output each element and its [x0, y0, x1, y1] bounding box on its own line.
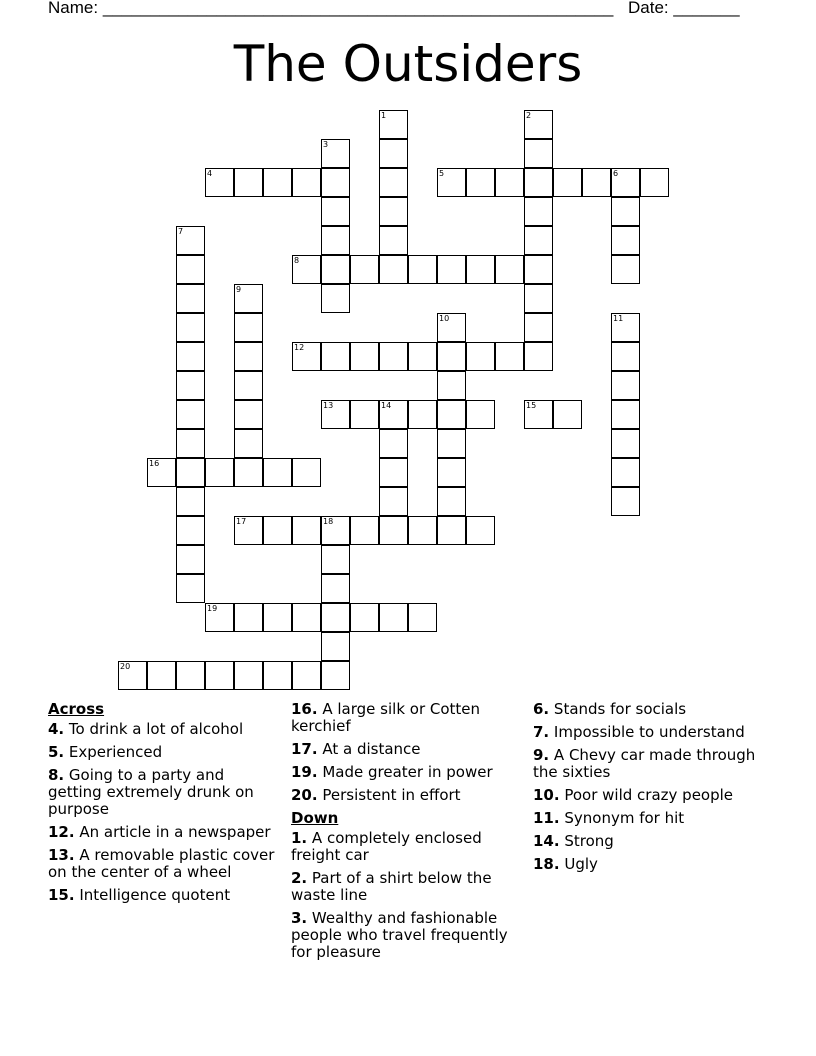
name-field	[48, 0, 613, 18]
clue-number: 17.	[291, 740, 318, 758]
clue-text: To drink a lot of alcohol	[68, 720, 244, 738]
grid-cell[interactable]	[292, 168, 321, 197]
clue-text: Experienced	[68, 743, 163, 761]
clue-column-1	[48, 701, 280, 910]
grid-cell[interactable]	[234, 458, 263, 487]
grid-cell[interactable]	[437, 458, 466, 487]
grid-cell[interactable]	[292, 458, 321, 487]
grid-cell[interactable]	[611, 458, 640, 487]
clue-number: 9.	[533, 746, 550, 764]
clue-3	[291, 910, 527, 961]
cell-number: 20	[120, 662, 131, 671]
grid-cell[interactable]	[524, 342, 553, 371]
grid-cell[interactable]	[437, 371, 466, 400]
clue-column-2	[291, 701, 527, 967]
grid-cell[interactable]	[379, 458, 408, 487]
clue-number: 13.	[48, 846, 75, 864]
date-blank-line: _______	[673, 0, 740, 17]
grid-cell[interactable]	[321, 516, 350, 545]
grid-cell[interactable]	[350, 342, 379, 371]
grid-cell[interactable]	[205, 603, 234, 632]
grid-cell[interactable]	[437, 168, 466, 197]
clue-text: Stands for socials	[553, 700, 687, 718]
grid-cell[interactable]	[176, 371, 205, 400]
grid-cell[interactable]	[176, 545, 205, 574]
grid-cell[interactable]	[524, 284, 553, 313]
grid-cell[interactable]	[408, 603, 437, 632]
grid-cell[interactable]	[437, 313, 466, 342]
clue-9	[533, 747, 773, 781]
grid-cell[interactable]	[292, 342, 321, 371]
grid-cell[interactable]	[524, 255, 553, 284]
grid-cell[interactable]	[466, 168, 495, 197]
grid-cell[interactable]	[321, 574, 350, 603]
grid-cell[interactable]	[408, 342, 437, 371]
grid-cell[interactable]	[379, 400, 408, 429]
clue-number: 15.	[48, 886, 75, 904]
clue-14	[533, 833, 773, 850]
grid-cell[interactable]	[437, 487, 466, 516]
grid-cell[interactable]	[611, 400, 640, 429]
grid-cell[interactable]	[437, 342, 466, 371]
grid-cell[interactable]	[524, 139, 553, 168]
date-field	[628, 0, 740, 18]
cell-number: 19	[207, 604, 218, 613]
clue-number: 14.	[533, 832, 560, 850]
grid-cell[interactable]	[321, 168, 350, 197]
grid-cell[interactable]	[321, 284, 350, 313]
clue-text: Poor wild crazy people	[564, 786, 734, 804]
grid-cell[interactable]	[350, 255, 379, 284]
grid-cell[interactable]	[263, 458, 292, 487]
grid-cell[interactable]	[524, 313, 553, 342]
clue-number: 3.	[291, 909, 308, 927]
grid-cell[interactable]	[437, 516, 466, 545]
clue-text: Impossible to understand	[553, 723, 745, 741]
grid-cell[interactable]	[379, 168, 408, 197]
grid-cell[interactable]	[640, 168, 669, 197]
grid-cell[interactable]	[524, 110, 553, 139]
grid-cell[interactable]	[234, 400, 263, 429]
grid-cell[interactable]	[379, 487, 408, 516]
grid-cell[interactable]	[263, 661, 292, 690]
clue-number: 19.	[291, 763, 318, 781]
cell-number: 3	[323, 140, 329, 149]
grid-cell[interactable]	[234, 661, 263, 690]
grid-cell[interactable]	[611, 342, 640, 371]
grid-cell[interactable]	[176, 429, 205, 458]
grid-cell[interactable]	[205, 458, 234, 487]
grid-cell[interactable]	[176, 661, 205, 690]
grid-cell[interactable]	[263, 168, 292, 197]
clue-text: Persistent in effort	[322, 786, 461, 804]
grid-cell[interactable]	[408, 255, 437, 284]
clue-number: 5.	[48, 743, 65, 761]
clue-column-3	[533, 701, 773, 879]
clue-text: Strong	[564, 832, 614, 850]
grid-cell[interactable]	[176, 574, 205, 603]
grid-cell[interactable]	[205, 661, 234, 690]
clue-number: 7.	[533, 723, 550, 741]
grid-cell[interactable]	[495, 342, 524, 371]
clue-20	[291, 787, 527, 804]
clue-18	[533, 856, 773, 873]
grid-cell[interactable]	[379, 342, 408, 371]
cell-number: 14	[381, 401, 392, 410]
cell-number: 15	[526, 401, 537, 410]
cell-number: 18	[323, 517, 334, 526]
grid-cell[interactable]	[176, 516, 205, 545]
grid-cell[interactable]	[176, 458, 205, 487]
grid-cell[interactable]	[263, 516, 292, 545]
grid-cell[interactable]	[205, 168, 234, 197]
clue-2	[291, 870, 527, 904]
grid-cell[interactable]	[379, 110, 408, 139]
grid-cell[interactable]	[379, 255, 408, 284]
grid-cell[interactable]	[321, 603, 350, 632]
clue-text: Made greater in power	[322, 763, 493, 781]
cell-number: 2	[526, 111, 532, 120]
grid-cell[interactable]	[234, 168, 263, 197]
grid-cell[interactable]	[379, 139, 408, 168]
clue-12	[48, 824, 280, 841]
clue-number: 2.	[291, 869, 308, 887]
clue-text: At a distance	[322, 740, 421, 758]
grid-cell[interactable]	[350, 400, 379, 429]
clue-13	[48, 847, 280, 881]
clue-17	[291, 741, 527, 758]
grid-cell[interactable]	[379, 603, 408, 632]
clue-number: 1.	[291, 829, 308, 847]
grid-cell[interactable]	[582, 168, 611, 197]
cell-number: 8	[294, 256, 300, 265]
grid-cell[interactable]	[495, 168, 524, 197]
clue-10	[533, 787, 773, 804]
grid-cell[interactable]	[611, 487, 640, 516]
page-title: The Outsiders	[233, 35, 583, 93]
grid-cell[interactable]	[321, 255, 350, 284]
clue-text: An article in a newspaper	[79, 823, 271, 841]
cell-number: 10	[439, 314, 450, 323]
clue-8	[48, 767, 280, 818]
grid-cell[interactable]	[379, 197, 408, 226]
grid-cell[interactable]	[234, 313, 263, 342]
grid-cell[interactable]	[553, 400, 582, 429]
grid-cell[interactable]	[176, 284, 205, 313]
grid-cell[interactable]	[524, 400, 553, 429]
grid-cell[interactable]	[321, 342, 350, 371]
cell-number: 17	[236, 517, 247, 526]
cell-number: 16	[149, 459, 160, 468]
cell-number: 13	[323, 401, 334, 410]
clue-text: A completely enclosed freight car	[291, 829, 482, 864]
clue-number: 20.	[291, 786, 318, 804]
clue-number: 10.	[533, 786, 560, 804]
grid-cell[interactable]	[147, 661, 176, 690]
date-label: Date:	[628, 0, 669, 17]
clue-number: 12.	[48, 823, 75, 841]
grid-cell[interactable]	[292, 255, 321, 284]
grid-cell[interactable]	[611, 371, 640, 400]
grid-cell[interactable]	[321, 632, 350, 661]
name-label: Name:	[48, 0, 99, 17]
grid-cell[interactable]	[466, 400, 495, 429]
grid-cell[interactable]	[466, 255, 495, 284]
grid-cell[interactable]	[321, 400, 350, 429]
down-heading: Down	[291, 809, 339, 827]
clue-6	[533, 701, 773, 718]
grid-cell[interactable]	[176, 313, 205, 342]
grid-cell[interactable]	[611, 255, 640, 284]
grid-cell[interactable]	[234, 284, 263, 313]
clue-text: Wealthy and fashionable people who travel frequently for pleasure	[291, 909, 508, 961]
grid-cell[interactable]	[611, 197, 640, 226]
grid-cell[interactable]	[234, 371, 263, 400]
grid-cell[interactable]	[466, 342, 495, 371]
grid-cell[interactable]	[321, 661, 350, 690]
grid-cell[interactable]	[524, 197, 553, 226]
grid-cell[interactable]	[524, 226, 553, 255]
grid-cell[interactable]	[379, 226, 408, 255]
clue-text: Synonym for hit	[564, 809, 685, 827]
clue-text: Intelligence quotent	[79, 886, 231, 904]
grid-cell[interactable]	[611, 226, 640, 255]
grid-cell[interactable]	[495, 255, 524, 284]
clue-number: 16.	[291, 700, 318, 718]
clue-7	[533, 724, 773, 741]
clue-number: 11.	[533, 809, 560, 827]
grid-cell[interactable]	[234, 603, 263, 632]
cell-number: 4	[207, 169, 213, 178]
clue-15	[48, 887, 280, 904]
clue-4	[48, 721, 280, 738]
grid-cell[interactable]	[408, 516, 437, 545]
grid-cell[interactable]	[292, 603, 321, 632]
grid-cell[interactable]	[611, 168, 640, 197]
grid-cell[interactable]	[234, 429, 263, 458]
clue-number: 18.	[533, 855, 560, 873]
grid-cell[interactable]	[350, 516, 379, 545]
cell-number: 9	[236, 285, 242, 294]
grid-cell[interactable]	[176, 255, 205, 284]
clue-text: Ugly	[564, 855, 598, 873]
grid-cell[interactable]	[553, 168, 582, 197]
cell-number: 7	[178, 227, 184, 236]
grid-cell[interactable]	[437, 429, 466, 458]
clue-16	[291, 701, 527, 735]
grid-cell[interactable]	[234, 516, 263, 545]
grid-cell[interactable]	[263, 603, 292, 632]
cell-number: 11	[613, 314, 624, 323]
grid-cell[interactable]	[379, 516, 408, 545]
clue-text: A Chevy car made through the sixties	[533, 746, 756, 781]
clue-number: 4.	[48, 720, 65, 738]
grid-cell[interactable]	[611, 313, 640, 342]
clue-number: 6.	[533, 700, 550, 718]
grid-cell[interactable]	[118, 661, 147, 690]
grid-cell[interactable]	[176, 342, 205, 371]
grid-cell[interactable]	[176, 226, 205, 255]
name-blank-line: ______________________________________________________	[102, 0, 614, 17]
grid-cell[interactable]	[437, 400, 466, 429]
grid-cell[interactable]	[437, 255, 466, 284]
across-heading: Across	[48, 700, 105, 718]
clue-number: 8.	[48, 766, 65, 784]
grid-cell[interactable]	[321, 139, 350, 168]
cell-number: 6	[613, 169, 619, 178]
grid-cell[interactable]	[611, 429, 640, 458]
clue-5	[48, 744, 280, 761]
grid-cell[interactable]	[292, 516, 321, 545]
grid-cell[interactable]	[466, 516, 495, 545]
grid-cell[interactable]	[524, 168, 553, 197]
grid-cell[interactable]	[176, 487, 205, 516]
clue-11	[533, 810, 773, 827]
grid-cell[interactable]	[408, 400, 437, 429]
cell-number: 5	[439, 169, 445, 178]
grid-cell[interactable]	[321, 197, 350, 226]
cell-number: 12	[294, 343, 305, 352]
clue-text: Part of a shirt below the waste line	[291, 869, 492, 904]
grid-cell[interactable]	[379, 429, 408, 458]
grid-cell[interactable]	[147, 458, 176, 487]
clue-text: Going to a party and getting extremely drunk on purpose	[48, 766, 254, 818]
grid-cell[interactable]	[292, 661, 321, 690]
clue-text: A large silk or Cotten kerchief	[291, 700, 481, 735]
grid-cell[interactable]	[321, 545, 350, 574]
grid-cell[interactable]	[350, 603, 379, 632]
clue-text: A removable plastic cover on the center of a wheel	[48, 846, 275, 881]
clue-1	[291, 830, 527, 864]
grid-cell[interactable]	[234, 342, 263, 371]
clue-19	[291, 764, 527, 781]
cell-number: 1	[381, 111, 387, 120]
grid-cell[interactable]	[321, 226, 350, 255]
grid-cell[interactable]	[176, 400, 205, 429]
